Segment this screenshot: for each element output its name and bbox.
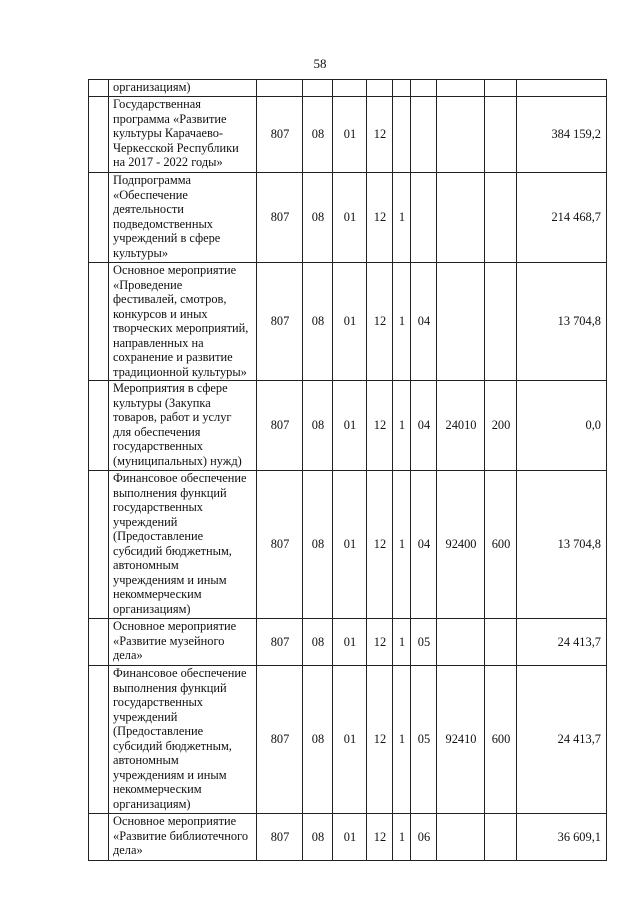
- item-name: Финансовое обеспечение выполнения функций государственных учреждений (Предоставление субсидий бюджетным, автономным учреждениям и иным некоммерческим организациям): [109, 471, 257, 619]
- budget-table: [88, 79, 607, 861]
- subprogram-code: 1: [393, 666, 411, 814]
- ministry-code: 807: [257, 619, 303, 666]
- amount: 13 704,8: [517, 263, 607, 381]
- ministry-code: [257, 80, 303, 97]
- table-row: [89, 619, 607, 666]
- subprogram-code: 1: [393, 619, 411, 666]
- table-row: [89, 97, 607, 173]
- section-code: 08: [303, 471, 333, 619]
- table-row: [89, 381, 607, 471]
- table-row: [89, 814, 607, 861]
- table-body: [89, 80, 607, 861]
- direction-code: 92410: [437, 666, 485, 814]
- table-row: [89, 471, 607, 619]
- section-code: [303, 80, 333, 97]
- page-number: 58: [313, 56, 327, 71]
- program-code: [367, 80, 393, 97]
- blank-cell: [89, 381, 109, 471]
- section-code: 08: [303, 666, 333, 814]
- item-name: Основное мероприятие «Проведение фестивалей, смотров, конкурсов и иных творческих мероприятий, направленных на сохранение и развитие традиционной культуры»: [109, 263, 257, 381]
- program-code: 12: [367, 814, 393, 861]
- expense-type-code: [485, 173, 517, 263]
- direction-code: 24010: [437, 381, 485, 471]
- ministry-code: 807: [257, 666, 303, 814]
- event-code: 04: [411, 263, 437, 381]
- table-row: [89, 173, 607, 263]
- subprogram-code: 1: [393, 173, 411, 263]
- section-code: 08: [303, 814, 333, 861]
- amount: 384 159,2: [517, 97, 607, 173]
- amount: 24 413,7: [517, 619, 607, 666]
- event-code: 05: [411, 666, 437, 814]
- subprogram-code: [393, 97, 411, 173]
- section-code: 08: [303, 619, 333, 666]
- table-row: [89, 666, 607, 814]
- event-code: [411, 80, 437, 97]
- ministry-code: 807: [257, 471, 303, 619]
- subsection-code: 01: [333, 97, 367, 173]
- item-name: организациям): [109, 80, 257, 97]
- blank-cell: [89, 80, 109, 97]
- table-row: [89, 263, 607, 381]
- direction-code: [437, 263, 485, 381]
- blank-cell: [89, 619, 109, 666]
- event-code: [411, 97, 437, 173]
- blank-cell: [89, 814, 109, 861]
- ministry-code: 807: [257, 97, 303, 173]
- item-name: Финансовое обеспечение выполнения функций государственных учреждений (Предоставление субсидий бюджетным, автономным учреждениям и иным некоммерческим организациям): [109, 666, 257, 814]
- program-code: 12: [367, 666, 393, 814]
- program-code: 12: [367, 471, 393, 619]
- subsection-code: 01: [333, 263, 367, 381]
- subsection-code: [333, 80, 367, 97]
- event-code: 06: [411, 814, 437, 861]
- subprogram-code: [393, 80, 411, 97]
- item-name: Основное мероприятие «Развитие библиотечного дела»: [109, 814, 257, 861]
- program-code: 12: [367, 263, 393, 381]
- event-code: [411, 173, 437, 263]
- expense-type-code: 200: [485, 381, 517, 471]
- program-code: 12: [367, 97, 393, 173]
- expense-type-code: 600: [485, 666, 517, 814]
- subsection-code: 01: [333, 619, 367, 666]
- ministry-code: 807: [257, 381, 303, 471]
- ministry-code: 807: [257, 263, 303, 381]
- program-code: 12: [367, 173, 393, 263]
- subsection-code: 01: [333, 666, 367, 814]
- section-code: 08: [303, 263, 333, 381]
- amount: [517, 80, 607, 97]
- amount: 0,0: [517, 381, 607, 471]
- subsection-code: 01: [333, 173, 367, 263]
- expense-type-code: [485, 80, 517, 97]
- amount: 24 413,7: [517, 666, 607, 814]
- item-name: Государственная программа «Развитие культуры Карачаево- Черкесской Республики на 2017 - 2022 годы»: [109, 97, 257, 173]
- program-code: 12: [367, 619, 393, 666]
- expense-type-code: [485, 814, 517, 861]
- event-code: 04: [411, 381, 437, 471]
- direction-code: [437, 97, 485, 173]
- blank-cell: [89, 666, 109, 814]
- event-code: 05: [411, 619, 437, 666]
- subprogram-code: 1: [393, 814, 411, 861]
- subsection-code: 01: [333, 471, 367, 619]
- blank-cell: [89, 263, 109, 381]
- item-name: Основное мероприятие «Развитие музейного дела»: [109, 619, 257, 666]
- expense-type-code: [485, 97, 517, 173]
- event-code: 04: [411, 471, 437, 619]
- table-row: [89, 80, 607, 97]
- subsection-code: 01: [333, 381, 367, 471]
- item-name: Мероприятия в сфере культуры (Закупка товаров, работ и услуг для обеспечения государственных (муниципальных) нужд): [109, 381, 257, 471]
- blank-cell: [89, 471, 109, 619]
- subprogram-code: 1: [393, 381, 411, 471]
- blank-cell: [89, 97, 109, 173]
- amount: 13 704,8: [517, 471, 607, 619]
- expense-type-code: [485, 619, 517, 666]
- section-code: 08: [303, 97, 333, 173]
- section-code: 08: [303, 173, 333, 263]
- amount: 36 609,1: [517, 814, 607, 861]
- ministry-code: 807: [257, 814, 303, 861]
- amount: 214 468,7: [517, 173, 607, 263]
- section-code: 08: [303, 381, 333, 471]
- expense-type-code: 600: [485, 471, 517, 619]
- direction-code: 92400: [437, 471, 485, 619]
- direction-code: [437, 619, 485, 666]
- direction-code: [437, 814, 485, 861]
- expense-type-code: [485, 263, 517, 381]
- direction-code: [437, 173, 485, 263]
- item-name: Подпрограмма «Обеспечение деятельности подведомственных учреждений в сфере культуры»: [109, 173, 257, 263]
- subprogram-code: 1: [393, 471, 411, 619]
- subsection-code: 01: [333, 814, 367, 861]
- direction-code: [437, 80, 485, 97]
- ministry-code: 807: [257, 173, 303, 263]
- program-code: 12: [367, 381, 393, 471]
- blank-cell: [89, 173, 109, 263]
- subprogram-code: 1: [393, 263, 411, 381]
